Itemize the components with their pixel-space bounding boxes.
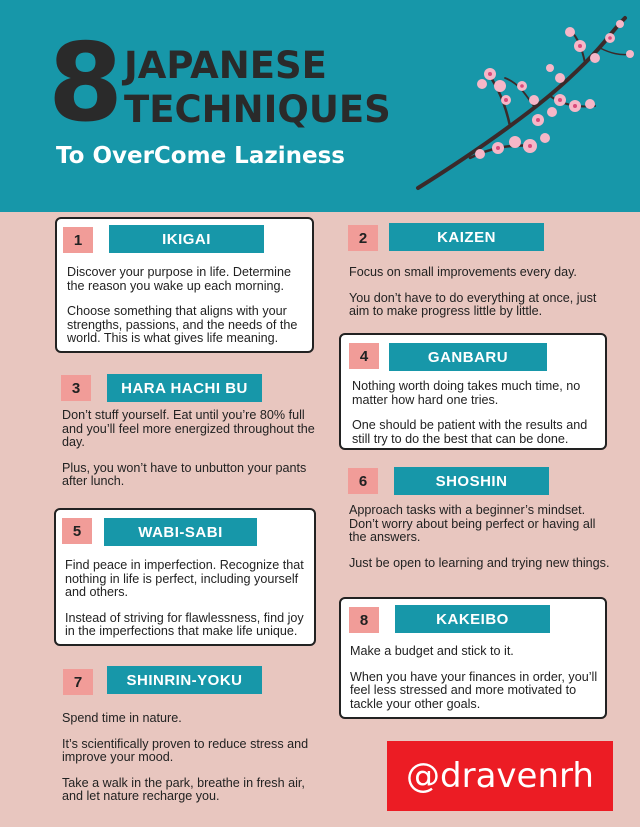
title-line-2: TECHNIQUES xyxy=(124,88,391,131)
technique-number: 1 xyxy=(63,227,93,253)
paragraph: You don’t have to do everything at once, just aim to make progress little by little. xyxy=(349,290,597,318)
paragraph: Nothing worth doing takes much time, no matter how hard one tries. xyxy=(352,379,581,407)
technique-card-5 xyxy=(54,508,316,646)
paragraph: Just be open to learning and trying new things. xyxy=(349,555,610,570)
technique-number: 8 xyxy=(349,607,379,633)
paragraph: Choose something that aligns with your strengths, passions, and the needs of the world. This is what gives life meaning. xyxy=(67,304,298,345)
technique-title: GANBARU xyxy=(389,343,547,371)
paragraph: Approach tasks with a beginner’s mindset. Don’t worry about being perfect or having all the answers. xyxy=(349,503,596,544)
technique-card-4 xyxy=(339,333,607,450)
cherry-blossom-branch-illustration xyxy=(410,8,640,198)
technique-title: WABI-SABI xyxy=(104,518,257,546)
paragraph: Focus on small improvements every day. xyxy=(349,265,577,279)
technique-card-8 xyxy=(339,597,607,719)
technique-title: IKIGAI xyxy=(109,225,264,253)
technique-title: SHOSHIN xyxy=(394,467,549,495)
paragraph: One should be patient with the results and still try to do the best that can be done. xyxy=(352,418,588,446)
technique-number: 7 xyxy=(63,669,93,695)
technique-description xyxy=(350,645,602,723)
header-banner xyxy=(0,0,640,212)
technique-number: 2 xyxy=(348,225,378,251)
technique-number: 5 xyxy=(62,518,92,544)
paragraph: It’s scientifically proven to reduce stress and improve your mood. xyxy=(62,736,309,764)
technique-title: KAKEIBO xyxy=(395,605,550,633)
technique-description xyxy=(349,266,604,331)
technique-number: 4 xyxy=(349,343,379,369)
paragraph: Discover your purpose in life. Determine the reason you wake up each morning. xyxy=(67,265,291,293)
big-number: 8 xyxy=(48,21,122,146)
technique-description xyxy=(62,712,320,816)
technique-title: SHINRIN-YOKU xyxy=(107,666,262,694)
technique-card-2 xyxy=(340,222,610,322)
technique-description xyxy=(352,380,602,458)
paragraph: Instead of striving for flawlessness, find joy in the imperfections that make life unique. xyxy=(65,610,304,638)
paragraph: Don’t stuff yourself. Eat until you’re 80% full and you’ll feel more energized throughout the day. xyxy=(62,408,315,449)
paragraph: When you have your finances in order, you’ll feel less stressed and more motivated to tackle your other goals. xyxy=(350,669,598,711)
technique-card-7 xyxy=(55,665,325,805)
title-line-1: JAPANESE xyxy=(124,44,327,87)
subtitle: To OverCome Laziness xyxy=(56,143,345,169)
technique-description xyxy=(65,559,311,651)
paragraph: Spend time in nature. xyxy=(62,711,182,725)
author-handle-badge: @dravenrh xyxy=(387,741,613,811)
technique-title: HARA HACHI BU xyxy=(107,374,262,402)
technique-description xyxy=(62,409,317,501)
technique-description xyxy=(67,266,307,358)
paragraph: Make a budget and stick to it. xyxy=(350,644,514,658)
technique-description xyxy=(349,504,611,582)
technique-card-3 xyxy=(55,373,320,493)
technique-card-6 xyxy=(340,466,610,586)
technique-card-1 xyxy=(55,217,314,353)
technique-number: 3 xyxy=(61,375,91,401)
paragraph: Plus, you won’t have to unbutton your pants after lunch. xyxy=(62,460,307,488)
technique-number: 6 xyxy=(348,468,378,494)
technique-title: KAIZEN xyxy=(389,223,544,251)
paragraph: Find peace in imperfection. Recognize that nothing in life is perfect, including yourself and others. xyxy=(65,558,304,599)
paragraph: Take a walk in the park, breathe in fresh air, and let nature recharge you. xyxy=(62,775,305,803)
